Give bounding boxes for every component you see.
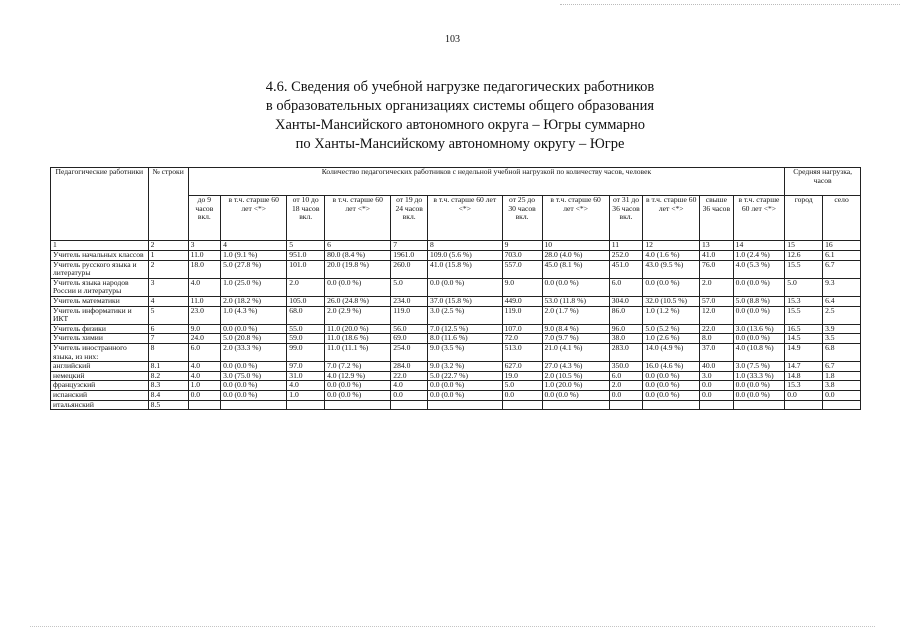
table-cell: 4.0 (12.9 %): [325, 371, 391, 381]
table-cell: 41.0: [700, 251, 734, 261]
table-cell: 76.0: [700, 260, 734, 278]
header-column: в т.ч. старше 60 лет <*>: [221, 196, 287, 241]
column-number: 11: [609, 241, 643, 251]
row-number: 7: [148, 334, 188, 344]
table-cell: 5.0 (27.8 %): [221, 260, 287, 278]
table-row: [51, 400, 861, 410]
worker-category: Учитель физики: [51, 324, 149, 334]
table-cell: 9.0: [502, 278, 542, 296]
table-cell: 6.0: [609, 278, 643, 296]
row-number: 8.5: [148, 400, 188, 410]
column-number: 1: [51, 241, 149, 251]
table-cell: 304.0: [609, 296, 643, 306]
table-row: [51, 334, 861, 344]
column-number: 9: [502, 241, 542, 251]
table-cell: 0.0: [391, 390, 428, 400]
worker-category: немецкий: [51, 371, 149, 381]
header-column: в т.ч. старше 60 лет <*>: [643, 196, 700, 241]
table-cell: [733, 400, 785, 410]
column-number: 2: [148, 241, 188, 251]
row-number: 2: [148, 260, 188, 278]
table-row: [51, 260, 861, 278]
table-cell: 5.0 (20.8 %): [221, 334, 287, 344]
worker-category: Учитель русского языка и литературы: [51, 260, 149, 278]
table-cell: 24.0: [188, 334, 221, 344]
table-cell: 5.0: [391, 278, 428, 296]
table-cell: 1961.0: [391, 251, 428, 261]
table-cell: 3.0: [700, 371, 734, 381]
worker-category: итальянский: [51, 400, 149, 410]
column-number: 10: [542, 241, 609, 251]
table-row: [51, 362, 861, 372]
table-cell: 0.0 (0.0 %): [221, 324, 287, 334]
page-number: 103: [445, 34, 460, 45]
table-cell: 3.0 (7.5 %): [733, 362, 785, 372]
table-cell: 350.0: [609, 362, 643, 372]
row-number: 1: [148, 251, 188, 261]
table-cell: 951.0: [287, 251, 325, 261]
table-cell: 8.0: [700, 334, 734, 344]
table-cell: 3.0 (75.0 %): [221, 371, 287, 381]
table-cell: 4.0 (10.8 %): [733, 343, 785, 361]
column-number: 6: [325, 241, 391, 251]
table-row: [51, 390, 861, 400]
table-cell: 252.0: [609, 251, 643, 261]
table-cell: 6.0: [609, 371, 643, 381]
table-cell: 3.8: [823, 381, 861, 391]
header-workers: Педагогические работники: [51, 168, 149, 241]
table-cell: 557.0: [502, 260, 542, 278]
scan-artifact-bottom: [30, 626, 875, 627]
table-cell: 105.0: [287, 296, 325, 306]
table-cell: 20.0 (19.8 %): [325, 260, 391, 278]
teaching-load-table: [50, 167, 861, 410]
table-cell: 9.3: [823, 278, 861, 296]
table-cell: 0.0: [609, 390, 643, 400]
table-cell: 14.5: [785, 334, 823, 344]
table-cell: 16.5: [785, 324, 823, 334]
table-cell: 9.0: [188, 324, 221, 334]
row-number: 8.3: [148, 381, 188, 391]
table-cell: 96.0: [609, 324, 643, 334]
table-cell: 11.0 (18.6 %): [325, 334, 391, 344]
worker-category: французский: [51, 381, 149, 391]
table-cell: 7.0 (12.5 %): [428, 324, 503, 334]
table-cell: 11.0 (20.0 %): [325, 324, 391, 334]
table-cell: 234.0: [391, 296, 428, 306]
header-column: от 10 до 18 часов вкл.: [287, 196, 325, 241]
table-cell: 627.0: [502, 362, 542, 372]
table-cell: 97.0: [287, 362, 325, 372]
table-cell: 4.0: [391, 381, 428, 391]
table-cell: 80.0 (8.4 %): [325, 251, 391, 261]
title-line: 4.6. Сведения об учебной нагрузке педагогических работников: [265, 79, 655, 95]
table-cell: 5.0 (5.2 %): [643, 324, 700, 334]
table-cell: 32.0 (10.5 %): [643, 296, 700, 306]
table-cell: 3.0 (13.6 %): [733, 324, 785, 334]
column-number: 7: [391, 241, 428, 251]
table-cell: 0.0: [188, 390, 221, 400]
table-cell: 7.0 (9.7 %): [542, 334, 609, 344]
table-cell: 5.0 (22.7 %): [428, 371, 503, 381]
table-cell: 99.0: [287, 343, 325, 361]
table-cell: 0.0: [700, 381, 734, 391]
worker-category: испанский: [51, 390, 149, 400]
table-cell: 11.0 (11.1 %): [325, 343, 391, 361]
table-cell: 8.0 (11.6 %): [428, 334, 503, 344]
table-cell: 0.0 (0.0 %): [428, 381, 503, 391]
table-cell: 38.0: [609, 334, 643, 344]
row-number: 8.1: [148, 362, 188, 372]
scan-artifact-top: [560, 4, 900, 5]
table-cell: 15.3: [785, 296, 823, 306]
table-cell: 56.0: [391, 324, 428, 334]
table-cell: 0.0 (0.0 %): [221, 362, 287, 372]
column-number: 8: [428, 241, 503, 251]
table-cell: 0.0 (0.0 %): [221, 390, 287, 400]
table-cell: 109.0 (5.6 %): [428, 251, 503, 261]
table-cell: 0.0 (0.0 %): [542, 278, 609, 296]
column-number: 16: [823, 241, 861, 251]
table-cell: 6.0: [188, 343, 221, 361]
worker-category: Учитель начальных классов: [51, 251, 149, 261]
table-cell: 15.5: [785, 306, 823, 324]
table-cell: 1.8: [823, 371, 861, 381]
table-cell: 40.0: [700, 362, 734, 372]
table-cell: 0.0: [700, 390, 734, 400]
table-cell: 0.0 (0.0 %): [733, 390, 785, 400]
table-cell: 22.0: [700, 324, 734, 334]
row-number: 8.4: [148, 390, 188, 400]
table-cell: 513.0: [502, 343, 542, 361]
column-number: 3: [188, 241, 221, 251]
table-cell: 19.0: [502, 371, 542, 381]
table-cell: [188, 400, 221, 410]
column-number: 5: [287, 241, 325, 251]
table-cell: 11.0: [188, 296, 221, 306]
header-average-load: Средняя нагрузка, часов: [785, 168, 861, 196]
table-cell: 0.0 (0.0 %): [643, 381, 700, 391]
worker-category: Учитель иностранного языка, из них:: [51, 343, 149, 361]
table-cell: [502, 400, 542, 410]
table-cell: 254.0: [391, 343, 428, 361]
table-cell: 28.0 (4.0 %): [542, 251, 609, 261]
table-cell: 119.0: [391, 306, 428, 324]
table-cell: 53.0 (11.8 %): [542, 296, 609, 306]
worker-category: Учитель языка народов России и литературы: [51, 278, 149, 296]
table-cell: [643, 400, 700, 410]
table-cell: 2.0: [609, 381, 643, 391]
table-cell: 9.0 (8.4 %): [542, 324, 609, 334]
table-cell: 1.0 (1.2 %): [643, 306, 700, 324]
table-cell: 14.0 (4.9 %): [643, 343, 700, 361]
table-cell: 21.0 (4.1 %): [542, 343, 609, 361]
table-cell: 0.0 (0.0 %): [325, 390, 391, 400]
table-cell: 4.0: [188, 362, 221, 372]
header-column: от 31 до 36 часов вкл.: [609, 196, 643, 241]
table-cell: 0.0 (0.0 %): [221, 381, 287, 391]
table-cell: 3.0 (2.5 %): [428, 306, 503, 324]
worker-category: Учитель химии: [51, 334, 149, 344]
header-city: город: [785, 196, 823, 241]
table-cell: 2.0 (10.5 %): [542, 371, 609, 381]
worker-category: английский: [51, 362, 149, 372]
header-column: от 25 до 30 часов вкл.: [502, 196, 542, 241]
table-cell: 15.3: [785, 381, 823, 391]
table-cell: 0.0: [502, 390, 542, 400]
table-cell: 15.5: [785, 260, 823, 278]
row-number: 8: [148, 343, 188, 361]
table-cell: 4.0: [188, 371, 221, 381]
table-cell: 0.0 (0.0 %): [733, 381, 785, 391]
header-column: в т.ч. старше 60 лет <*>: [542, 196, 609, 241]
table-cell: [823, 400, 861, 410]
table-cell: 4.0: [287, 381, 325, 391]
table-cell: 2.0 (18.2 %): [221, 296, 287, 306]
table-cell: 284.0: [391, 362, 428, 372]
table-cell: 59.0: [287, 334, 325, 344]
table-cell: [542, 400, 609, 410]
table-row: [51, 278, 861, 296]
header-column: свыше 36 часов: [700, 196, 734, 241]
document-title: [130, 78, 790, 154]
table-row: [51, 324, 861, 334]
table-cell: 4.0 (1.6 %): [643, 251, 700, 261]
table-cell: 6.7: [823, 362, 861, 372]
table-cell: 1.0 (9.1 %): [221, 251, 287, 261]
table-cell: 72.0: [502, 334, 542, 344]
title-line: по Ханты-Мансийскому автономному округу – Югре: [295, 136, 625, 152]
table-cell: 1.0 (33.3 %): [733, 371, 785, 381]
table-body: [51, 251, 861, 410]
table-cell: 0.0 (0.0 %): [428, 278, 503, 296]
table-cell: 1.0 (2.6 %): [643, 334, 700, 344]
table-cell: 1.0 (25.0 %): [221, 278, 287, 296]
table-cell: 4.0: [188, 278, 221, 296]
table-header: [51, 168, 861, 251]
table-cell: 2.0 (1.7 %): [542, 306, 609, 324]
row-number: 3: [148, 278, 188, 296]
table-cell: 703.0: [502, 251, 542, 261]
table-cell: 2.5: [823, 306, 861, 324]
table-cell: 1.0 (4.3 %): [221, 306, 287, 324]
table-cell: [700, 400, 734, 410]
table-cell: 3.5: [823, 334, 861, 344]
header-column: в т.ч. старше 60 лет <*>: [428, 196, 503, 241]
column-numbers-row: [51, 241, 861, 251]
table-cell: 86.0: [609, 306, 643, 324]
table-cell: [391, 400, 428, 410]
table-cell: 23.0: [188, 306, 221, 324]
column-number: 13: [700, 241, 734, 251]
table-row: [51, 296, 861, 306]
table-cell: 26.0 (24.8 %): [325, 296, 391, 306]
table-cell: 57.0: [700, 296, 734, 306]
table-cell: [221, 400, 287, 410]
table-row: [51, 251, 861, 261]
table-cell: 7.0 (7.2 %): [325, 362, 391, 372]
table-cell: 119.0: [502, 306, 542, 324]
table-cell: 2.0: [700, 278, 734, 296]
column-number: 12: [643, 241, 700, 251]
table-cell: 283.0: [609, 343, 643, 361]
table-cell: 27.0 (4.3 %): [542, 362, 609, 372]
table-cell: 0.0: [785, 390, 823, 400]
table-cell: [428, 400, 503, 410]
table-cell: 1.0 (2.4 %): [733, 251, 785, 261]
header-village: село: [823, 196, 861, 241]
table-cell: 14.8: [785, 371, 823, 381]
table-cell: 0.0 (0.0 %): [542, 390, 609, 400]
table-cell: 6.7: [823, 260, 861, 278]
table-cell: 0.0 (0.0 %): [325, 381, 391, 391]
column-number: 15: [785, 241, 823, 251]
worker-category: Учитель математики: [51, 296, 149, 306]
table-row: [51, 343, 861, 361]
table-cell: 0.0: [823, 390, 861, 400]
table-cell: 43.0 (9.5 %): [643, 260, 700, 278]
table-cell: 45.0 (8.1 %): [542, 260, 609, 278]
row-number: 8.2: [148, 371, 188, 381]
table-cell: [785, 400, 823, 410]
table-cell: 449.0: [502, 296, 542, 306]
table-cell: 68.0: [287, 306, 325, 324]
table-cell: 2.0: [287, 278, 325, 296]
table-cell: 6.1: [823, 251, 861, 261]
table-cell: 451.0: [609, 260, 643, 278]
table-cell: 260.0: [391, 260, 428, 278]
title-line: в образовательных организациях системы общего образования: [265, 98, 655, 114]
table-row: [51, 371, 861, 381]
table-cell: 16.0 (4.6 %): [643, 362, 700, 372]
table-cell: 0.0 (0.0 %): [643, 390, 700, 400]
table-cell: 5.0: [785, 278, 823, 296]
table-cell: [609, 400, 643, 410]
header-column: до 9 часов вкл.: [188, 196, 221, 241]
table-cell: 3.9: [823, 324, 861, 334]
table-cell: 31.0: [287, 371, 325, 381]
table-cell: 0.0 (0.0 %): [325, 278, 391, 296]
table-cell: 41.0 (15.8 %): [428, 260, 503, 278]
column-number: 4: [221, 241, 287, 251]
table-cell: 0.0 (0.0 %): [643, 371, 700, 381]
table-cell: 22.0: [391, 371, 428, 381]
table-cell: 5.0 (8.8 %): [733, 296, 785, 306]
header-column: в т.ч. старше 60 лет <*>: [733, 196, 785, 241]
table-cell: [325, 400, 391, 410]
table-cell: 1.0: [188, 381, 221, 391]
table-cell: 0.0 (0.0 %): [733, 278, 785, 296]
table-cell: 1.0 (20.0 %): [542, 381, 609, 391]
table-cell: 0.0 (0.0 %): [428, 390, 503, 400]
table-cell: 37.0 (15.8 %): [428, 296, 503, 306]
header-row-number: № строки: [148, 168, 188, 241]
table-cell: 5.0: [502, 381, 542, 391]
table-cell: 6.4: [823, 296, 861, 306]
table-cell: 6.8: [823, 343, 861, 361]
header-column: от 19 до 24 часов вкл.: [391, 196, 428, 241]
table-cell: 4.0 (5.3 %): [733, 260, 785, 278]
table-cell: 12.6: [785, 251, 823, 261]
table-cell: 18.0: [188, 260, 221, 278]
table-row: [51, 381, 861, 391]
table-row: [51, 306, 861, 324]
table-cell: 37.0: [700, 343, 734, 361]
table-cell: 14.9: [785, 343, 823, 361]
table-cell: 2.0 (2.9 %): [325, 306, 391, 324]
header-hours-group: Количество педагогических работников с недельной учебной нагрузкой по количеству часов, человек: [188, 168, 785, 196]
table-cell: 55.0: [287, 324, 325, 334]
table-cell: 11.0: [188, 251, 221, 261]
table-cell: 0.0 (0.0 %): [733, 334, 785, 344]
table-cell: 107.0: [502, 324, 542, 334]
table-cell: 0.0 (0.0 %): [733, 306, 785, 324]
table-cell: 101.0: [287, 260, 325, 278]
table-cell: 1.0: [287, 390, 325, 400]
column-number: 14: [733, 241, 785, 251]
table-cell: 14.7: [785, 362, 823, 372]
table-cell: 0.0 (0.0 %): [643, 278, 700, 296]
row-number: 4: [148, 296, 188, 306]
title-line: Ханты-Мансийского автономного округа – Югры суммарно: [275, 117, 645, 133]
table-cell: 9.0 (3.5 %): [428, 343, 503, 361]
table-cell: [287, 400, 325, 410]
table-cell: 69.0: [391, 334, 428, 344]
row-number: 5: [148, 306, 188, 324]
table-cell: 12.0: [700, 306, 734, 324]
worker-category: Учитель информатики и ИКТ: [51, 306, 149, 324]
table-cell: 2.0 (33.3 %): [221, 343, 287, 361]
table-cell: 9.0 (3.2 %): [428, 362, 503, 372]
header-column: в т.ч. старше 60 лет <*>: [325, 196, 391, 241]
row-number: 6: [148, 324, 188, 334]
